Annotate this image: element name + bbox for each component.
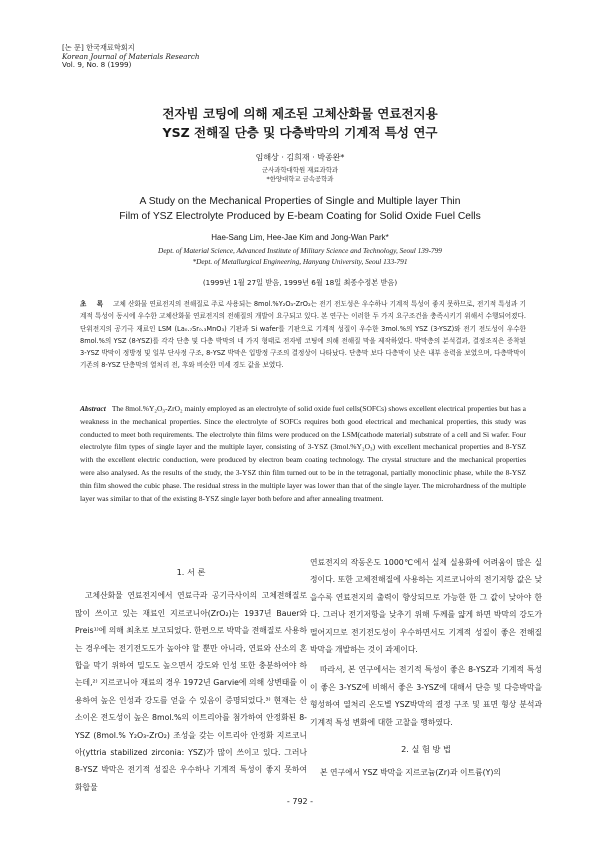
right-column (310, 554, 542, 782)
section-1-title: 1. 서 론 (176, 567, 206, 577)
intro-paragraph-3: 따라서, 본 연구에서는 전기적 특성이 좋은 8-YSZ과 기계적 특성이 좋은 3-YSZ에 비해서 좋은 3-YSZ에 대해서 단층 및 다층박막을 형성하여 열처리 온도별 YSZ박막의 결정 구조 및 표면 형상 분석과 기계적 특성 변화에 대한 고찰을 행하였다. (310, 665, 542, 727)
journal-header-line3: Vol. 9, No. 8 (1999) (62, 60, 132, 70)
journal-header-line1: [논 문] 한국재료학회지 (62, 43, 135, 52)
abstract-korean-text: 고체 산화물 연료전지의 전해질로 주로 사용되는 8mol.%Y₂O₃-ZrO₂는 전기 전도성은 우수하나 기계적 특성이 좋지 못하므로, 전기적 특성과 기계적 특성이 동시에 우수한 고체산화물 연료전지의 전해질의 개발이 요구되고 있다. 본 연구는 이러한 두 가지 요구조건을 충족시키기 위해서 수행되어졌다. 단위전지의 공기극 재료인 LSM (La₀.₇Sr₀.₃MnO₃) 기판과 Si wafer를 기판으로 기계적 성질이 우수한 3mol.%의 YSZ (3-YSZ)와 전기 전도성이 우수한 8mol.%의 YSZ (8-YSZ)를 각각 단층 및 다층 박막의 네 가지 형태로 전자빔 코팅에 의해 전해질 막을 제작하였다. 박막층의 분석결과, 결정조직은 증착된 3-YSZ 박막이 정방정 및 일부 단사정 구조, 8-YSZ 박막은 입방정 구조의 결정상이 나타났다. 단층막 보다 다층막이 낮은 내부 응력을 보였으며, 다층박막이 기존의 8-YSZ 단층막의 열처리 전, 후와 비슷한 미세 경도 값을 보였다. (80, 300, 526, 370)
title-english-line2: Film of YSZ Electrolyte Produced by E-beam Coating for Solid Oxide Fuel Cells (119, 211, 481, 222)
affiliation-korean-line2: *한양대학교 금속공학과 (266, 175, 334, 183)
authors-english: Hae-Sang Lim, Hee-Jae Kim and Jong-Wan Park* (211, 233, 389, 242)
affiliation-english-line1: Dept. of Material Science, Advanced Institute of Military Science and Technology, Seoul 139-799 (158, 246, 442, 255)
title-english (0, 194, 600, 224)
title-korean-line2: YSZ 전해질 단층 및 다층박막의 기계적 특성 연구 (162, 125, 438, 140)
abstract-english (80, 403, 526, 505)
left-column (75, 564, 307, 796)
affiliation-english-line2: *Dept. of Metallurgical Engineering, Hanyang University, Seoul 133-791 (192, 256, 408, 266)
abstract-english-label: Abstract (80, 404, 106, 413)
title-korean-line1: 전자빔 코팅에 의해 제조된 고체산화물 연료전지용 (162, 106, 438, 121)
title-korean (0, 104, 600, 142)
affiliation-english (0, 246, 600, 267)
journal-header (62, 44, 200, 70)
page-number: - 792 - (286, 797, 314, 806)
abstract-english-text: The 8mol.%Y₂O₃-ZrO₂ mainly employed as an electrolyte of solid oxide fuel cells(SOFCs) shows excellent electrical properties but has a weakness in the mechanical properties. Since the electrolyte of SOFCs requires both good electrical and mechanical properties, this study was conducted to meet both requirements. The electrolyte thin films were produced on the LSM(cathode material) substrate of a cell and Si wafer. Four electrolyte film types of single layer and the multiple layer, consisting of 3-YSZ (3mol.%Y₂O₃) with excellent mechanical properties and 8-YSZ with the excellent electric conduction, were produced by electron beam coating technology. The crystal structure and the mechanical properties were also analysed. As the results of the study, the 3-YSZ thin film turned out to be in the tetragonal, partially monoclinic phase, while the 8-YSZ thin film showed the cubic phase. The residual stress in the multiple layer was lower than that of the single layer. The microhardness of the multiple layer was similar to that of the existing 8-YSZ single layer both before and after annealing treatment. (80, 404, 526, 503)
affiliation-korean-line1: 군사과학대학원 재료과학과 (261, 166, 339, 174)
section-2-title: 2. 실 험 방 법 (401, 744, 451, 755)
affiliation-korean (0, 166, 600, 184)
received-dates: (1999년 1월 27일 받음, 1999년 6월 18일 최종수정본 받음) (202, 278, 398, 287)
abstract-korean (80, 298, 526, 372)
intro-paragraph-2: 연료전지의 작동온도 1000℃에서 실제 실용화에 어려움이 많은 실정이다. 또한 고체전해질에 사용하는 지르코니아의 전기저항 값은 낮을수록 연료전지의 출력이 향상되므로 가능한 한 그 값이 낮아야 한다. 그러나 전기저항을 낮추기 위해 두께를 얇게 하면 박막의 강도가 떨어지므로 전기전도성이 우수하면서도 기계적 성질이 좋은 전해질 박막을 개발하는 것이 과제이다. (310, 558, 542, 655)
journal-header-line2: Korean Journal of Materials Research (62, 51, 200, 61)
authors-korean: 임해상 · 김희재 · 박종완* (255, 153, 345, 162)
methods-paragraph-1: 본 연구에서 YSZ 박막을 지르코늄(Zr)과 이트륨(Y)의 (320, 768, 501, 778)
abstract-korean-label: 초 록 (80, 300, 108, 308)
title-english-line1: A Study on the Mechanical Properties of Single and Multiple layer Thin (139, 196, 461, 207)
intro-paragraph-1: 고체산화물 연료전지에서 연료극과 공기극사이의 고체전해질로 많이 쓰이고 있는 재료인 지르코니아(ZrO₂)는 1937년 Bauer와 Preis¹⁾에 의해 최초로 보고되었다. 한편으로 박막을 전해질로 사용하는 경우에는 전기전도도가 높아야 할 뿐만 아니라, 연료와 산소의 혼합을 막기 위하여 밀도도 높으면서 강도와 인성 또한 충분하여야 하는데,²⁾ 지르코니아 재료의 경우 1972년 Garvie에 의해 상변태를 이용하여 높은 인성과 강도를 얻을 수 있음이 증명되었다.³⁾ 현재는 산소이온 전도성이 높은 8mol.%의 이트리아를 첨가하여 안정화된 8-YSZ (8mol.% Y₂O₃-ZrO₂) 조성을 갖는 이트리아 안정화 지르코니아(yttria stabilized zirconia: YSZ)가 많이 쓰이고 있다. 그러나 8-YSZ 박막은 전기적 성질은 우수하나 기계적 특성이 좋지 못하여 화합물 (75, 591, 307, 792)
